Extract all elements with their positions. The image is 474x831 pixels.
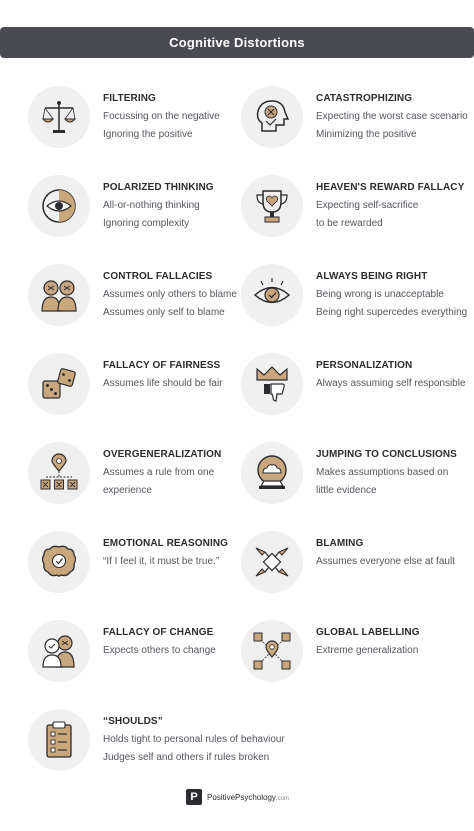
footer-brand[interactable]	[186, 788, 289, 806]
item-title: BLAMING	[316, 538, 364, 549]
icon-circle	[241, 531, 303, 593]
item-personalization	[241, 353, 474, 433]
eye-check-icon	[252, 275, 292, 315]
item-fallacy-of-change	[28, 620, 263, 700]
icon-circle	[28, 175, 90, 237]
item-line-1: Assumes everyone else at fault	[316, 556, 455, 567]
item-title: CONTROL FALLACIES	[103, 271, 213, 282]
icon-circle	[241, 175, 303, 237]
icon-circle	[241, 264, 303, 326]
item-title: PERSONALIZATION	[316, 360, 413, 371]
item-line-1: Extreme generalization	[316, 645, 419, 656]
pointing-hands-icon	[252, 542, 292, 582]
item-line-2: experience	[103, 485, 152, 496]
item-line-1: Assumes a rule from one	[103, 467, 215, 478]
head-warning-icon	[252, 97, 292, 137]
item-catastrophizing	[241, 86, 474, 166]
labelled-boxes-icon	[252, 631, 292, 671]
item-title: ALWAYS BEING RIGHT	[316, 271, 428, 282]
crown-thumbs-down-icon	[252, 364, 292, 404]
item-line-2: Judges self and others if rules broken	[103, 752, 270, 763]
icon-circle	[28, 442, 90, 504]
item-title: FALLACY OF FAIRNESS	[103, 360, 221, 371]
trophy-heart-icon	[252, 186, 292, 226]
item-line-1: Being wrong is unacceptable	[316, 289, 444, 300]
icon-circle	[28, 86, 90, 148]
item-line-1: All-or-nothing thinking	[103, 200, 200, 211]
item-line-2: Assumes only self to blame	[103, 307, 225, 318]
item-title: FALLACY OF CHANGE	[103, 627, 214, 638]
brain-check-icon	[39, 542, 79, 582]
icon-circle	[28, 353, 90, 415]
icon-circle	[241, 353, 303, 415]
brand-logo-icon: P	[186, 789, 202, 805]
item-line-1: Holds tight to personal rules of behaviour	[103, 734, 285, 745]
people-change-icon	[39, 631, 79, 671]
polarized-eye-icon	[39, 186, 79, 226]
scales-icon	[39, 97, 79, 137]
item-blaming	[241, 531, 474, 611]
two-people-icon	[39, 275, 79, 315]
item-title: EMOTIONAL REASONING	[103, 538, 229, 549]
item-filtering	[28, 86, 263, 166]
item-line-1: Always assuming self responsible	[316, 378, 466, 389]
item-shoulds	[28, 709, 285, 789]
item-jumping-to-conclusions	[241, 442, 474, 522]
item-always-being-right	[241, 264, 474, 344]
icon-circle	[28, 620, 90, 682]
crystal-ball-icon	[252, 453, 292, 493]
item-line-1: Assumes only others to blame	[103, 289, 237, 300]
item-emotional-reasoning	[28, 531, 263, 611]
clipboard-checklist-icon	[39, 720, 79, 760]
item-title: CATASTROPHIZING	[316, 93, 413, 104]
icon-circle	[28, 264, 90, 326]
item-line-1: Expecting self-sacrifice	[316, 200, 419, 211]
item-line-1: Makes assumptions based on	[316, 467, 449, 478]
item-global-labelling	[241, 620, 474, 700]
item-overgeneralization	[28, 442, 263, 522]
item-title: HEAVEN'S REWARD FALLACY	[316, 182, 465, 193]
item-line-1: Expecting the worst case scenario	[316, 111, 468, 122]
brand-name: PositivePsychology.com	[207, 792, 289, 802]
icon-circle	[241, 620, 303, 682]
item-control-fallacies	[28, 264, 263, 344]
item-line-1: “If I feel it, it must be true.”	[103, 556, 220, 567]
item-line-2: Ignoring the positive	[103, 129, 193, 140]
item-line-1: Focussing on the negative	[103, 111, 220, 122]
header-bar	[0, 27, 474, 58]
item-line-2: little evidence	[316, 485, 377, 496]
item-line-2: Being right supercedes everything	[316, 307, 468, 318]
item-title: “SHOULDS”	[103, 716, 163, 727]
item-title: JUMPING TO CONCLUSIONS	[316, 449, 457, 460]
item-line-2: Ignoring complexity	[103, 218, 190, 229]
item-line-1: Assumes life should be fair	[103, 378, 223, 389]
item-line-1: Expects others to change	[103, 645, 216, 656]
icon-circle	[28, 709, 90, 771]
item-title: GLOBAL LABELLING	[316, 627, 420, 638]
icon-circle	[28, 531, 90, 593]
item-heavens-reward-fallacy	[241, 175, 474, 255]
item-title: OVERGENERALIZATION	[103, 449, 222, 460]
item-line-2: to be rewarded	[316, 218, 383, 229]
item-line-2: Minimizing the positive	[316, 129, 417, 140]
item-title: POLARIZED THINKING	[103, 182, 214, 193]
dice-icon	[39, 364, 79, 404]
icon-circle	[241, 442, 303, 504]
item-title: FILTERING	[103, 93, 156, 104]
item-fallacy-of-fairness	[28, 353, 263, 433]
location-boxes-icon	[39, 453, 79, 493]
icon-circle	[241, 86, 303, 148]
item-polarized-thinking	[28, 175, 263, 255]
page-title: Cognitive Distortions	[169, 35, 305, 50]
